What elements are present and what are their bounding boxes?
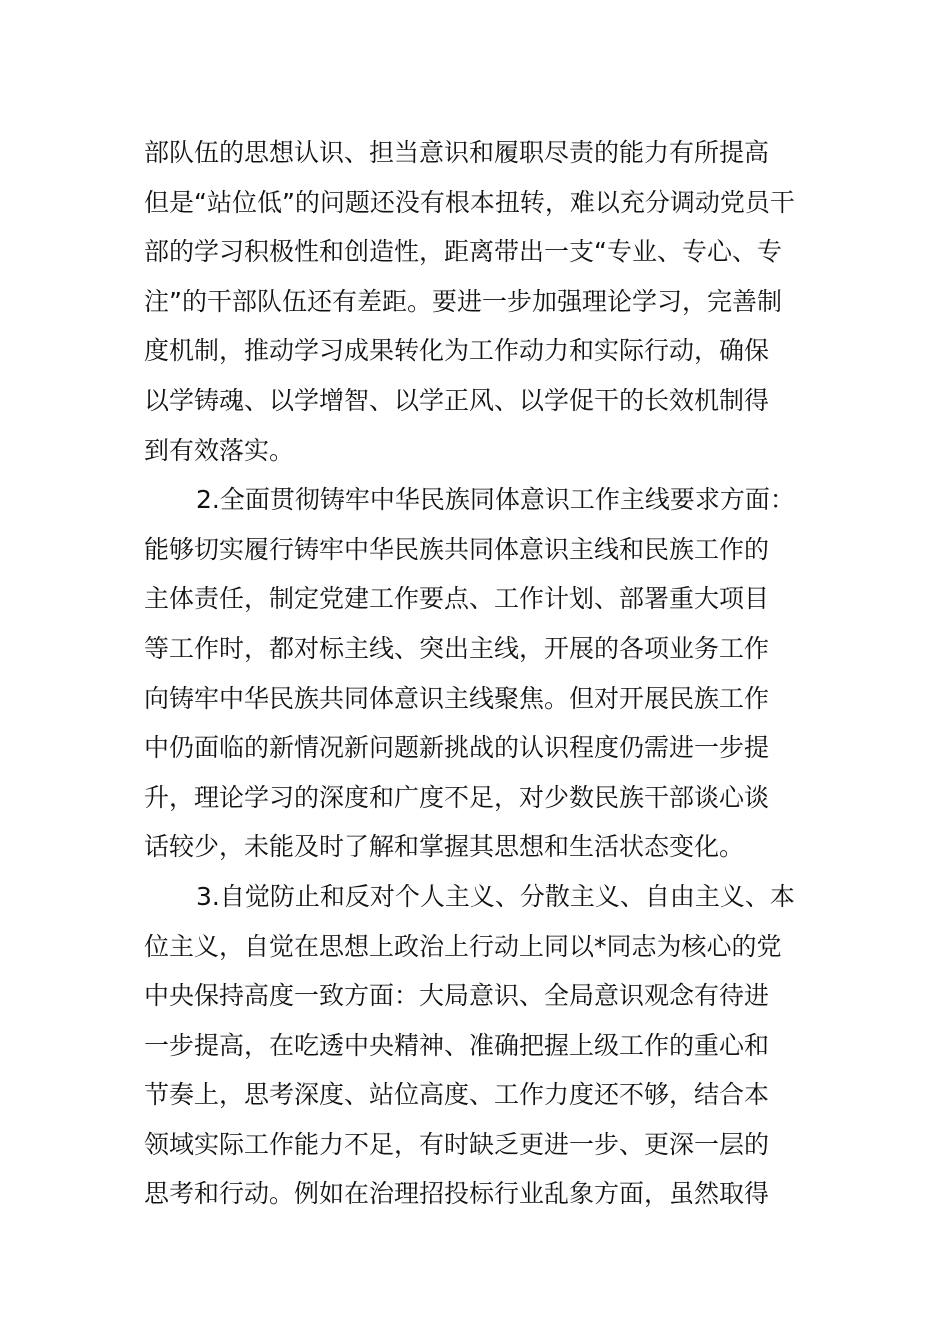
- text-line: 升，理论学习的深度和广度不足，对少数民族干部谈心谈: [144, 782, 770, 812]
- text-line: 部队伍的思想认识、担当意识和履职尽责的能力有所提高: [144, 138, 770, 167]
- text-line: 但是“站位低”的问题还没有根本扭转，难以充分调动党员干: [144, 187, 795, 217]
- text-line: 注”的干部队伍还有差距。要进一步加强理论学习，完善制: [144, 286, 782, 316]
- text-line: 到有效落实。: [144, 435, 295, 465]
- text-line: 主体责任，制定党建工作要点、工作计划、部署重大项目: [144, 584, 770, 614]
- paragraph-2: [144, 475, 824, 872]
- document-body: [144, 128, 824, 1219]
- text-line: 3.自觉防止和反对个人主义、分散主义、自由主义、本: [196, 881, 795, 911]
- text-line: 向铸牢中华民族共同体意识主线聚焦。但对开展民族工作: [144, 683, 770, 713]
- text-line: 中仍面临的新情况新问题新挑战的认识程度仍需进一步提: [144, 733, 770, 763]
- text-line: 能够切实履行铸牢中华民族共同体意识主线和民族工作的: [144, 534, 770, 564]
- text-line: 位主义，自觉在思想上政治上行动上同以*同志为核心的党: [144, 931, 782, 961]
- text-line: 一步提高，在吃透中央精神、准确把握上级工作的重心和: [144, 1030, 770, 1060]
- text-line: 中央保持高度一致方面：大局意识、全局意识观念有待进: [144, 981, 770, 1011]
- text-line: 节奏上，思考深度、站位高度、工作力度还不够，结合本: [144, 1080, 770, 1110]
- text-line: 2.全面贯彻铸牢中华民族同体意识工作主线要求方面：: [196, 485, 795, 515]
- paragraph-1: [144, 128, 824, 475]
- text-line: 等工作时，都对标主线、突出主线，开展的各项业务工作: [144, 633, 770, 663]
- text-line: 部的学习积极性和创造性，距离带出一支“专业、专心、专: [144, 237, 782, 267]
- text-line: 思考和行动。例如在治理招投标行业乱象方面，虽然取得: [144, 1179, 770, 1209]
- paragraph-3: [144, 872, 824, 1219]
- text-line: 话较少，未能及时了解和掌握其思想和生活状态变化。: [144, 832, 745, 862]
- text-line: 度机制，推动学习成果转化为工作动力和实际行动，确保: [144, 336, 770, 366]
- text-line: 以学铸魂、以学增智、以学正风、以学促干的长效机制得: [144, 385, 770, 415]
- text-line: 领域实际工作能力不足，有时缺乏更进一步、更深一层的: [144, 1129, 770, 1159]
